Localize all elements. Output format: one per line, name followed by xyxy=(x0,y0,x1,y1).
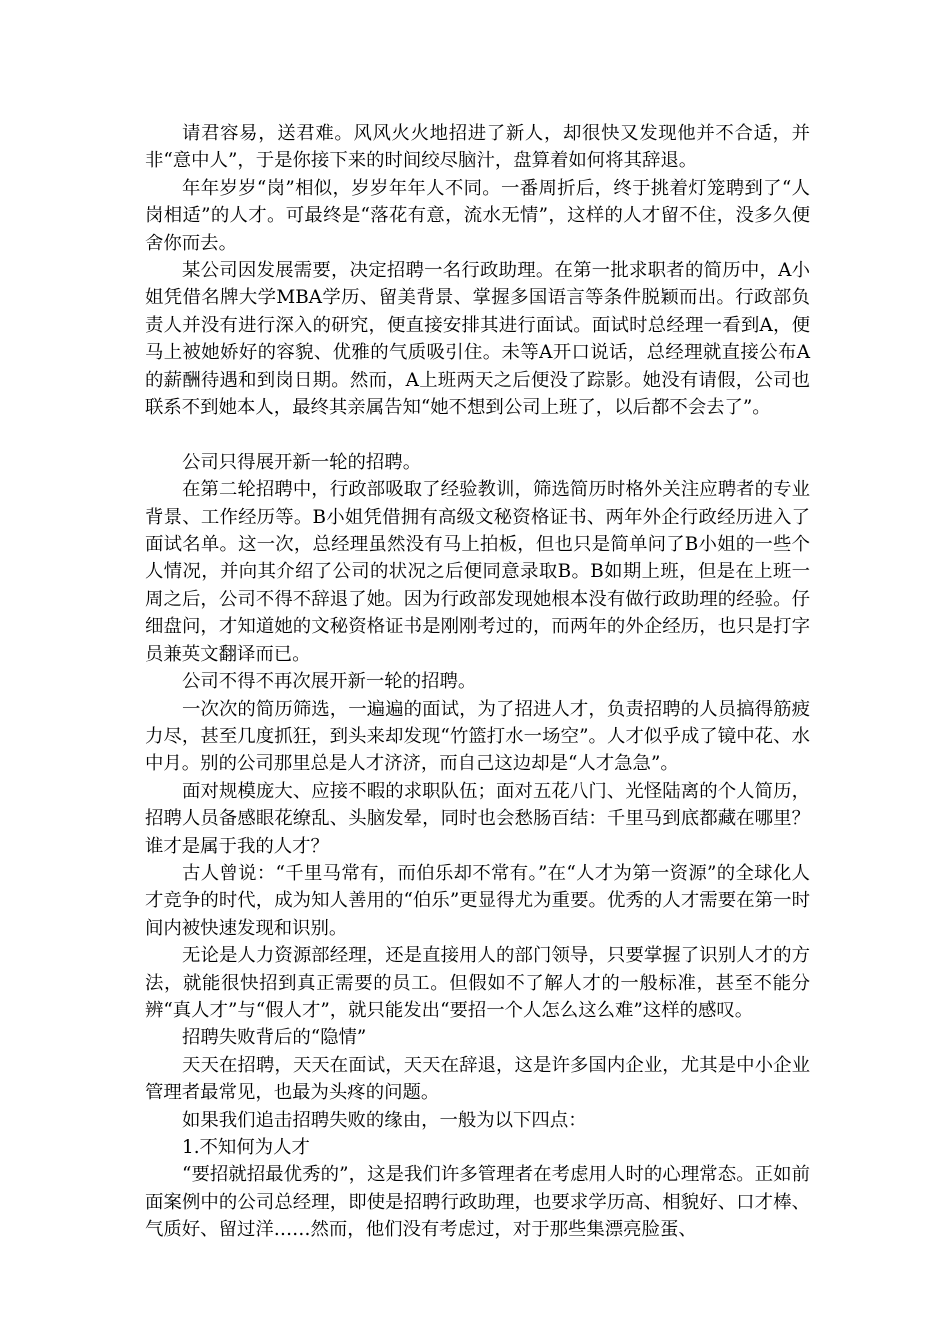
list-heading-1: 1.不知何为人才 xyxy=(182,1137,310,1159)
paragraph-2: 年年岁岁“岗”相似，岁岁年年人不同。一番周折后，终于挑着灯笼聘到了“人岗相适”的人才。可最终是“落花有意，流水无情”，这样的人才留不住，没多久便舍你而去。 xyxy=(145,177,810,254)
paragraph-10: 无论是人力资源部经理，还是直接用人的部门领导，只要掌握了识别人才的方法，就能很快招到真正需要的员工。但假如不了解人才的一般标准，甚至不能分辨“真人才”与“假人才”，就只能发出“要招一个人怎么这么难”这样的感叹。 xyxy=(145,945,810,1021)
paragraph-12: 天天在招聘，天天在面试，天天在辞退，这是许多国内企业，尤其是中小企业管理者最常见，也最为头疼的问题。 xyxy=(145,1054,810,1104)
paragraph-9: 古人曾说：“千里马常有，而伯乐却不常有。”在“人才为第一资源”的全球化人才竞争的时代，成为知人善用的“伯乐”更显得尤为重要。优秀的人才需要在第一时间内被快速发现和识别。 xyxy=(145,862,810,939)
paragraph-7: 一次次的简历筛选，一遍遍的面试，为了招进人才，负责招聘的人员搞得筋疲力尽，甚至几度抓狂，到头来却发现“竹篮打水一场空”。人才似乎成了镜中花、水中月。别的公司那里总是人才济济，而自己这边却是“人才急急”。 xyxy=(145,698,810,775)
section-heading: 招聘失败背后的“隐情” xyxy=(182,1027,367,1049)
document-page xyxy=(145,120,810,1244)
paragraph-13: 如果我们追击招聘失败的缘由，一般为以下四点： xyxy=(182,1109,587,1131)
paragraph-1: 请君容易，送君难。风风火火地招进了新人，却很快又发现他并不合适，并非“意中人”，于是你接下来的时间绞尽脑汁，盘算着如何将其辞退。 xyxy=(145,123,810,172)
paragraph-4: 公司只得展开新一轮的招聘。 xyxy=(182,451,422,473)
paragraph-3: 某公司因发展需要，决定招聘一名行政助理。在第一批求职者的简历中，A小姐凭借名牌大学MBA学历、留美背景、掌握多国语言等条件脱颖而出。行政部负责人并没有进行深入的研究，便直接安排其进行面试。面试时总经理一看到A，便马上被她娇好的容貌、优雅的气质吸引住。未等A开口说话，总经理就直接公布A的薪酬待遇和到岗日期。然而，A上班两天之后便没了踪影。她没有请假，公司也联系不到她本人，最终其亲属告知“她不想到公司上班了，以后都不会去了”。 xyxy=(145,260,810,419)
paragraph-8: 面对规模庞大、应接不暇的求职队伍；面对五花八门、光怪陆离的个人简历，招聘人员备感眼花缭乱、头脑发晕，同时也会愁肠百结：千里马到底都藏在哪里？谁才是属于我的人才？ xyxy=(145,780,810,857)
paragraph-15: “要招就招最优秀的”，这是我们许多管理者在考虑用人时的心理常态。正如前面案例中的公司总经理，即使是招聘行政助理，也要求学历高、相貌好、口才棒、气质好、留过洋……然而，他们没有考虑过，对于那些集漂亮脸蛋、 xyxy=(145,1164,810,1241)
paragraph-5: 在第二轮招聘中，行政部吸取了经验教训，筛选简历时格外关注应聘者的专业背景、工作经历等。B小姐凭借拥有高级文秘资格证书、两年外企行政经历进入了面试名单。这一次，总经理虽然没有马上拍板，但也只是简单问了B小姐的一些个人情况，并向其介绍了公司的状况之后便同意录取B。B如期上班，但是在上班一周之后，公司不得不辞退了她。因为行政部发现她根本没有做行政助理的经验。仔细盘问，才知道她的文秘资格证书是刚刚考过的，而两年的外企经历，也只是打字员兼英文翻译而已。 xyxy=(145,479,811,665)
paragraph-6: 公司不得不再次展开新一轮的招聘。 xyxy=(182,671,477,693)
